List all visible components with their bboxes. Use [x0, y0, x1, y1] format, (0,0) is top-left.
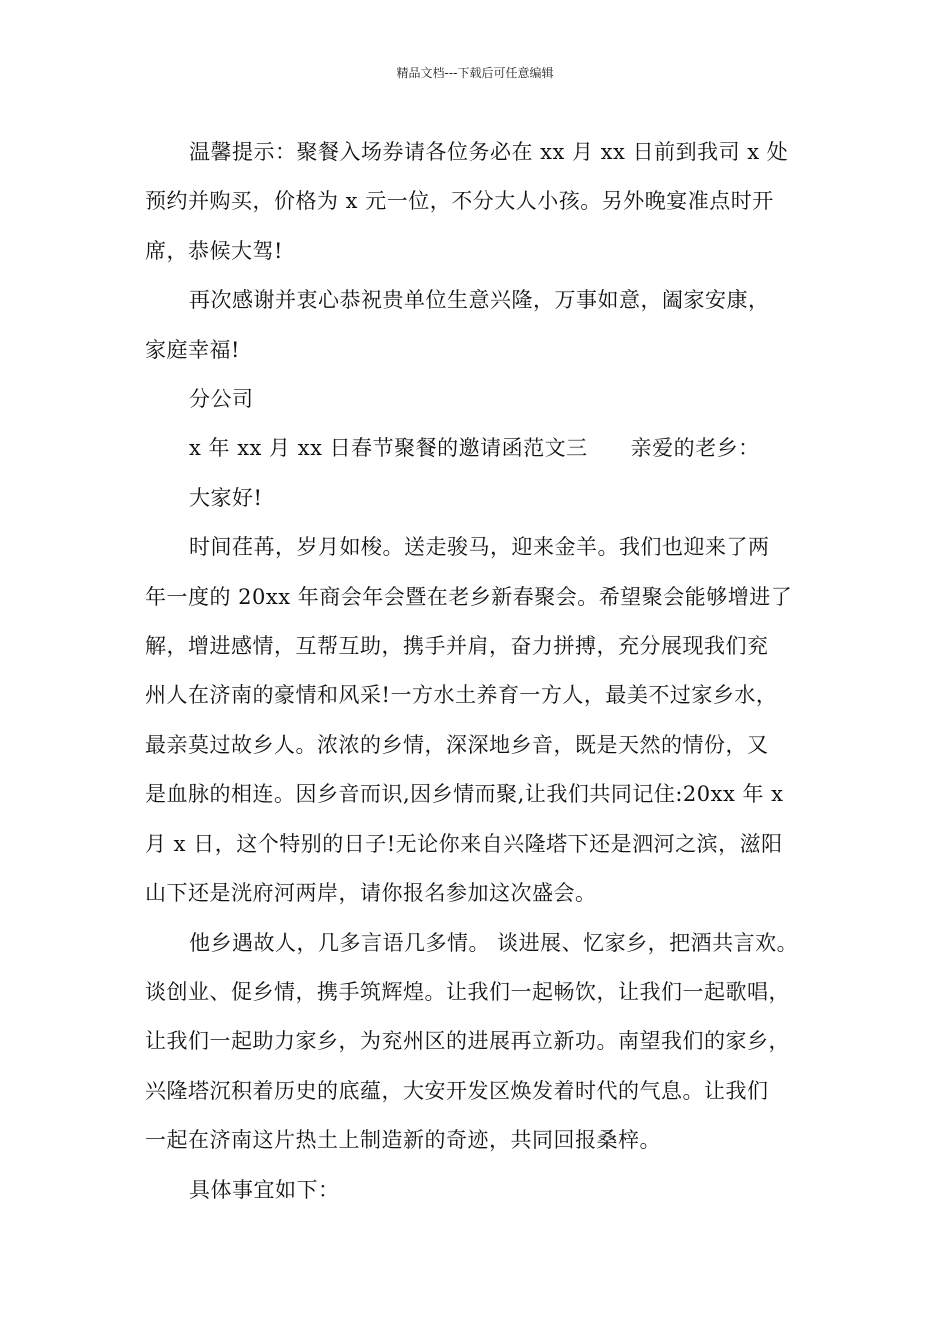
text-line: 兴隆塔沉积着历史的底蕴，大安开发区焕发着时代的气息。让我们 — [145, 1078, 769, 1103]
text-line: x 年 xx 月 xx 日春节聚餐的邀请函范文三 亲爱的老乡： — [189, 436, 760, 461]
text-line: 他乡遇故人，几多言语几多情。 谈进展、忆家乡，把酒共言欢。 — [189, 930, 799, 955]
paragraph-thanks — [145, 276, 805, 375]
text-line: 山下还是洸府河两岸，请你报名参加这次盛会。 — [145, 881, 597, 906]
text-line: 席，恭候大驾! — [145, 238, 283, 263]
text-line: 最亲莫过故乡人。浓浓的乡情，深深地乡音，既是天然的情份，又 — [145, 732, 769, 757]
text-line: 时间荏苒，岁月如梭。送走骏马，迎来金羊。我们也迎来了两 — [189, 535, 770, 560]
text-line: 一起在济南这片热土上制造新的奇迹，共同回报桑梓。 — [145, 1128, 661, 1153]
paragraph-hometown — [145, 919, 805, 1166]
paragraph-title-greeting — [145, 424, 805, 473]
text-line: 是血脉的相连。因乡音而识,因乡情而聚,让我们共同记住:20xx 年 x — [145, 782, 784, 807]
text-line: 温馨提示：聚餐入场券请各位务必在 xx 月 xx 日前到我司 x 处 — [189, 140, 789, 164]
text-line: 解，增进感情，互帮互助，携手并肩，奋力拼搏，充分展现我们兖 — [145, 634, 769, 659]
text-line: 月 x 日，这个特别的日子!无论你来自兴隆塔下还是泗河之滨，滋阳 — [145, 831, 783, 856]
paragraph-details — [145, 1166, 805, 1215]
paragraph-hello — [145, 474, 805, 523]
page-header: 精品文档---下载后可任意编辑 — [396, 66, 554, 80]
text-line: 分公司 — [189, 387, 254, 412]
paragraph-time — [145, 523, 805, 918]
text-line: 再次感谢并衷心恭祝贵单位生意兴隆，万事如意，阖家安康， — [189, 288, 770, 313]
text-line: 家庭幸福! — [145, 337, 240, 362]
paragraph-reminder — [145, 128, 805, 276]
text-line: 年一度的 20xx 年商会年会暨在老乡新春聚会。希望聚会能够增进了 — [145, 584, 793, 609]
text-line: 具体事宜如下： — [189, 1177, 340, 1202]
text-line: 大家好! — [189, 485, 263, 510]
text-line: 州人在济南的豪情和风采!一方水土养育一方人，最美不过家乡水， — [145, 683, 778, 708]
text-line: 谈创业、促乡情，携手筑辉煌。让我们一起畅饮，让我们一起歌唱， — [145, 979, 790, 1004]
text-line: 让我们一起助力家乡，为兖州区的进展再立新功。南望我们的家乡， — [145, 1029, 790, 1054]
document-body — [145, 128, 805, 1215]
text-line: 预约并购买，价格为 x 元一位，不分大人小孩。另外晚宴准点时开 — [145, 189, 774, 214]
paragraph-signature — [145, 375, 805, 424]
